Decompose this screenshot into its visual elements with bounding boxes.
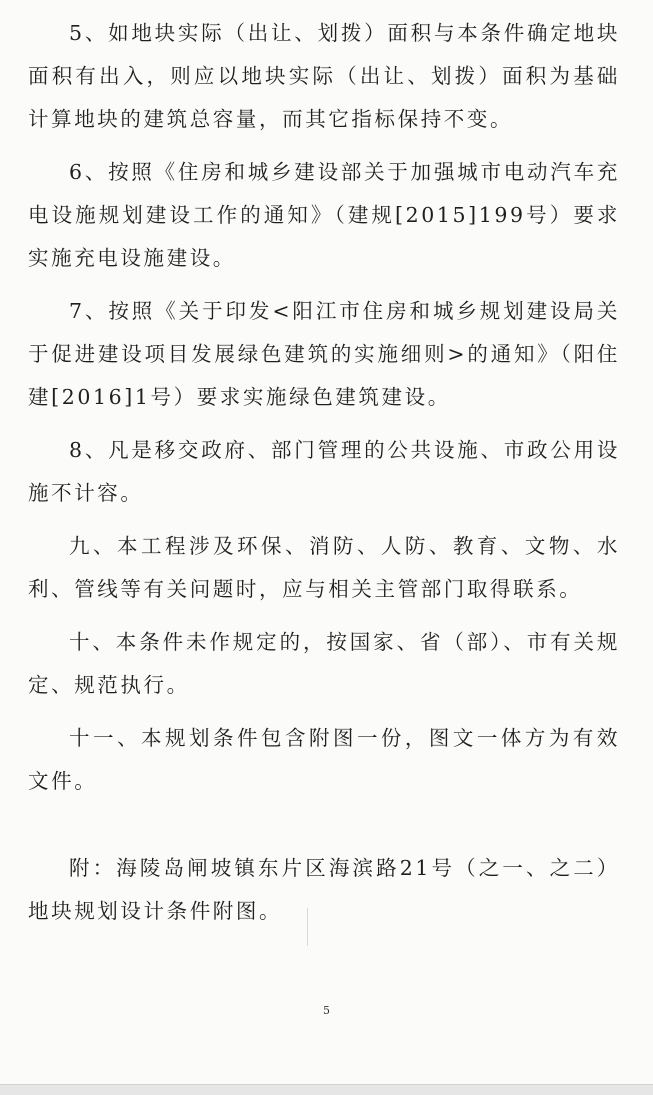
clause-5: 5、如地块实际（出让、划拨）面积与本条件确定地块面积有出入，则应以地块实际（出让、划拨）面积为基础计算地块的建筑总容量，而其它指标保持不变。 [28,21,620,131]
clause-9: 九、本工程涉及环保、消防、人防、教育、文物、水利、管线等有关问题时，应与相关主管部门取得联系。 [28,534,620,601]
clause-10: 十、本条件未作规定的，按国家、省（部）、市有关规定、规范执行。 [28,630,620,697]
clause-7: 7、按照《关于印发<阳江市住房和城乡规划建设局关于促进建设项目发展绿色建筑的实施细则>的通知》（阳住建[2016]1号）要求实施绿色建筑建设。 [28,299,620,409]
scan-artifact-line [307,908,308,946]
viewer-bottom-strip [0,1084,653,1095]
page-number: 5 [323,1004,330,1017]
clause-8: 8、凡是移交政府、部门管理的公共设施、市政公用设施不计容。 [28,438,620,505]
annex-note: 附：海陵岛闸坡镇东片区海滨路21号（之一、之二）地块规划设计条件附图。 [28,856,620,923]
document-body [28,12,620,943]
clause-6: 6、按照《住房和城乡建设部关于加强城市电动汽车充电设施规划建设工作的通知》（建规[2015]199号）要求实施充电设施建设。 [28,160,620,270]
clause-11: 十一、本规划条件包含附图一份，图文一体方为有效文件。 [28,726,620,793]
